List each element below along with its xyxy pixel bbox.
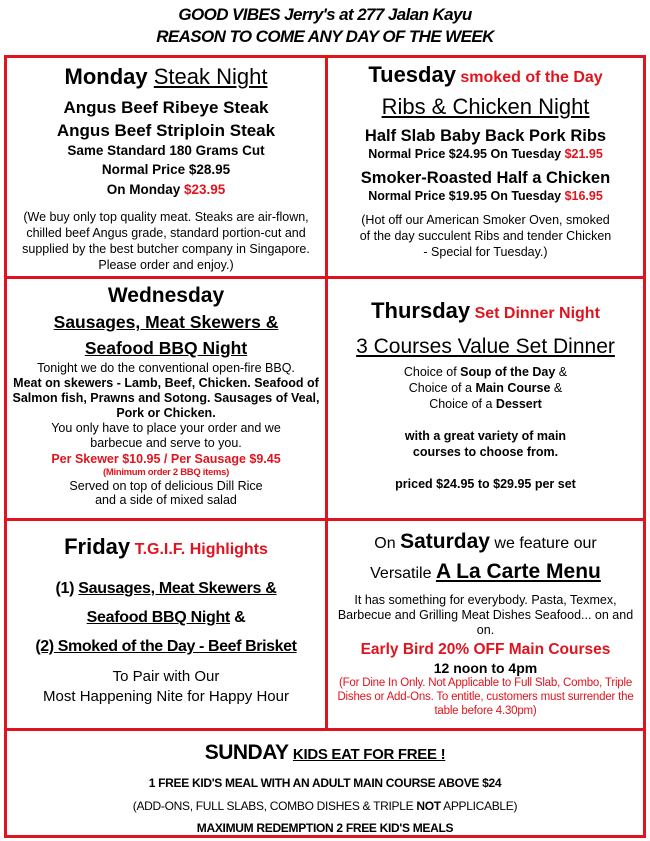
page-header — [0, 4, 650, 48]
feature-text: we feature our — [489, 535, 597, 552]
friday-pair-1: To Pair with Our — [112, 668, 220, 685]
weekly-specials-grid — [4, 55, 646, 838]
monday-note: (We buy only top quality meat. Steaks are air-flown, chilled beef Angus grade, standard portion-cut and supplied by the best butcher company in Singapore. Please order and enjoy.) — [22, 210, 310, 272]
day-name: Saturday — [400, 530, 490, 553]
monday-item-2: Angus Beef Striploin Steak — [56, 121, 276, 140]
tuesday-cell — [328, 58, 643, 276]
header-line-2: REASON TO COME ANY DAY OF THE WEEK — [156, 27, 494, 46]
saturday-title — [328, 529, 643, 557]
wednesday-cell — [7, 279, 325, 518]
wednesday-items: Meat on skewers - Lamb, Beef, Chicken. Seafood of Salmon fish, Prawns and Sotong. Sausages of Veal, Pork or Chicken. — [12, 376, 320, 420]
thursday-choice-1 — [328, 364, 643, 380]
friday-subtitle: T.G.I.F. Highlights — [134, 541, 268, 558]
friday-item-1-text-2: Seafood BBQ Night — [86, 609, 230, 626]
saturday-desc: It has something for everybody. Pasta, Texmex, Barbecue and Grilling Meat Dishes Seafood... on and on. — [337, 593, 634, 637]
tuesday-item-1-price — [328, 147, 643, 162]
price-text: Normal Price $19.95 On Tuesday — [368, 189, 565, 203]
monday-title — [7, 63, 325, 91]
monday-special — [7, 180, 325, 200]
choice-dessert: Dessert — [495, 397, 542, 411]
not-text: NOT — [416, 799, 441, 813]
sunday-title — [7, 739, 643, 769]
sunday-theme: KIDS EAT FOR FREE ! — [292, 746, 446, 763]
tuesday-item-1: Half Slab Baby Back Pork Ribs — [364, 127, 607, 145]
thursday-price: priced $24.95 to $29.95 per set — [395, 477, 576, 491]
text: (ADD-ONS, FULL SLABS, COMBO DISHES & TRIPLE — [132, 799, 417, 813]
on-text: On — [374, 535, 401, 552]
day-name: Friday — [64, 534, 131, 559]
tuesday-item-2-special: $16.95 — [564, 189, 603, 203]
monday-normal-price: Normal Price $28.95 — [101, 162, 231, 177]
friday-title — [7, 533, 325, 564]
wednesday-served: Served on top of delicious Dill Rice and a side of mixed salad — [69, 479, 263, 507]
friday-item-2: (2) Smoked of the Day - Beef Brisket — [35, 638, 297, 655]
sunday-line-2 — [7, 795, 643, 817]
versatile-text: Versatile — [370, 565, 436, 582]
choice-prefix: Choice of a — [429, 397, 496, 411]
wednesday-price: Per Skewer $10.95 / Per Sausage $9.45 — [51, 452, 281, 466]
tuesday-note: (Hot off our American Smoker Oven, smoked of the day succulent Ribs and tender Chicken - Special for Tuesday.) — [359, 213, 612, 259]
thursday-choice-3 — [328, 396, 643, 412]
price-text: Normal Price $24.95 On Tuesday — [368, 147, 565, 161]
tuesday-theme: Ribs & Chicken Night — [381, 94, 590, 119]
day-name: Monday — [64, 64, 148, 89]
saturday-cell — [328, 521, 643, 728]
monday-cell — [7, 58, 325, 276]
tuesday-item-1-special: $21.95 — [564, 147, 603, 161]
choice-soup: Soup of the Day — [460, 365, 556, 379]
saturday-terms: (For Dine In Only. Not Applicable to Full Slab, Combo, Triple Dishes or Add-Ons. To entitle, customers must surrender the table before 4.30pm) — [337, 677, 634, 717]
wednesday-intro: Tonight we do the conventional open-fire BBQ. — [37, 361, 295, 375]
choice-main: Main Course — [475, 381, 551, 395]
saturday-theme-line — [328, 557, 643, 589]
tuesday-subtitle: smoked of the Day — [460, 69, 603, 86]
item-number: (1) — [55, 580, 79, 597]
monday-on-label: On Monday — [106, 182, 184, 197]
day-name: SUNDAY — [204, 741, 289, 764]
amp: & — [229, 609, 246, 626]
amp: & — [550, 381, 563, 395]
wednesday-theme-1: Sausages, Meat Skewers & — [53, 312, 279, 332]
tuesday-item-2: Smoker-Roasted Half a Chicken — [360, 169, 611, 187]
text: APPLICABLE) — [440, 799, 518, 813]
wednesday-service: You only have to place your order and we barbecue and serve to you. — [51, 421, 281, 450]
saturday-time: 12 noon to 4pm — [433, 660, 538, 676]
amp: & — [555, 365, 568, 379]
choice-prefix: Choice of a — [408, 381, 476, 395]
saturday-theme: A La Carte Menu — [435, 560, 601, 583]
monday-item-1: Angus Beef Ribeye Steak — [63, 98, 269, 117]
wednesday-minimum: (Minimum order 2 BBQ items) — [103, 467, 229, 478]
choice-prefix: Choice of — [403, 365, 461, 379]
friday-item-1b — [7, 603, 325, 632]
saturday-early-bird: Early Bird 20% OFF Main Courses — [360, 641, 611, 658]
sunday-line-3: MAXIMUM REDEMPTION 2 FREE KID'S MEALS — [196, 821, 454, 835]
thursday-theme: 3 Courses Value Set Dinner — [356, 335, 615, 358]
day-name: Thursday — [371, 298, 471, 323]
monday-special-price: $23.95 — [183, 182, 226, 197]
friday-item-1a — [7, 574, 325, 603]
sunday-line-1: 1 FREE KID'S MEAL WITH AN ADULT MAIN COURSE ABOVE $24 — [148, 776, 502, 790]
tuesday-item-2-price — [328, 189, 643, 204]
thursday-variety: with a great variety of main courses to choose from. — [404, 429, 567, 459]
friday-item-1-text: Sausages, Meat Skewers & — [78, 580, 277, 597]
thursday-title — [328, 297, 643, 328]
thursday-cell — [328, 279, 643, 518]
monday-cut: Same Standard 180 Grams Cut — [67, 143, 265, 158]
sunday-cell — [7, 731, 643, 835]
header-line-1: GOOD VIBES Jerry's at 277 Jalan Kayu — [178, 5, 472, 24]
thursday-choice-2 — [328, 380, 643, 396]
friday-cell — [7, 521, 325, 728]
friday-pair-2: Most Happening Nite for Happy Hour — [43, 688, 289, 705]
wednesday-theme-2: Seafood BBQ Night — [84, 338, 248, 358]
day-name: Wednesday — [107, 284, 225, 307]
tuesday-title — [328, 61, 643, 92]
monday-theme: Steak Night — [153, 64, 268, 89]
thursday-subtitle: Set Dinner Night — [474, 305, 600, 322]
day-name: Tuesday — [368, 62, 456, 87]
